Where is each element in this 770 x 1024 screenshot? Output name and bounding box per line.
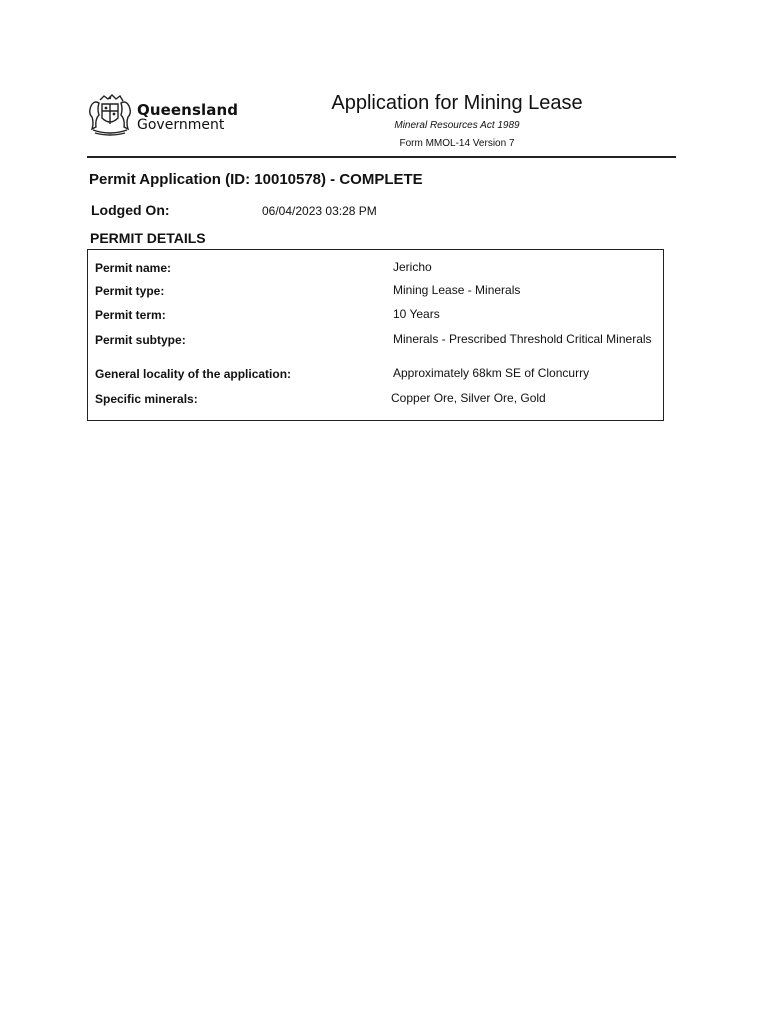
logo-sub-text: Government	[137, 117, 225, 133]
detail-value: Approximately 68km SE of Cloncurry	[393, 366, 590, 380]
detail-label: Specific minerals:	[95, 392, 198, 406]
permit-details-heading: PERMIT DETAILS	[90, 230, 206, 246]
detail-value: Minerals - Prescribed Threshold Critical Minerals	[393, 332, 652, 346]
queensland-government-logo	[86, 92, 239, 136]
detail-label: Permit subtype:	[95, 333, 186, 347]
lodged-on-label: Lodged On:	[91, 202, 170, 218]
permit-details-box	[87, 249, 664, 421]
detail-label: General locality of the application:	[95, 367, 292, 381]
coat-of-arms-icon	[86, 92, 134, 136]
form-version: Form MMOL-14 Version 7	[399, 138, 515, 149]
detail-value: 10 Years	[393, 307, 440, 321]
document-title: Application for Mining Lease	[331, 92, 583, 114]
application-heading: Permit Application (ID: 10010578) - COMPLETE	[89, 171, 423, 188]
header-divider	[87, 156, 676, 158]
detail-label: Permit term:	[95, 308, 166, 322]
logo-name-text: Queensland	[137, 101, 239, 119]
lodged-on-value: 06/04/2023 03:28 PM	[262, 204, 377, 218]
detail-value: Copper Ore, Silver Ore, Gold	[391, 391, 546, 405]
act-reference: Mineral Resources Act 1989	[394, 120, 520, 131]
detail-value: Mining Lease - Minerals	[393, 283, 521, 297]
detail-label: Permit type:	[95, 284, 165, 298]
detail-label: Permit name:	[95, 261, 172, 275]
detail-value: Jericho	[393, 260, 432, 274]
